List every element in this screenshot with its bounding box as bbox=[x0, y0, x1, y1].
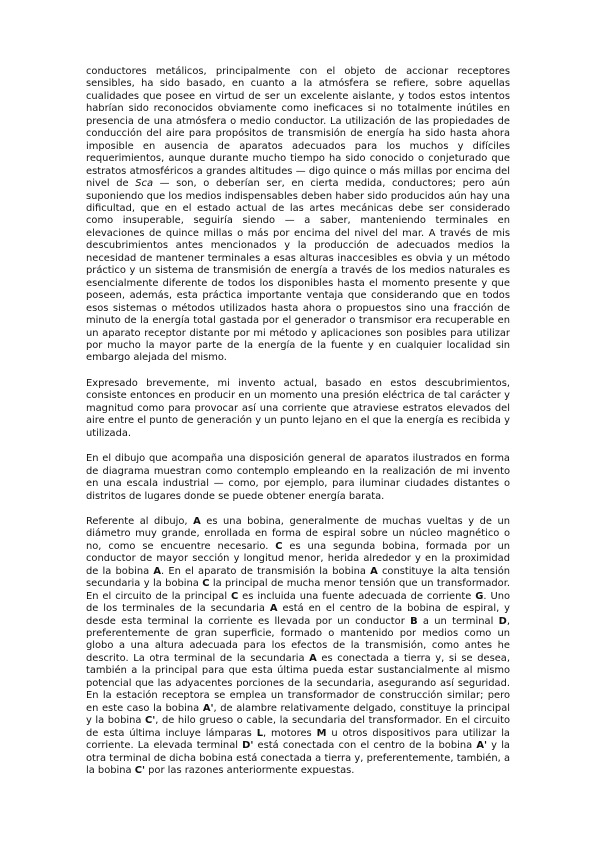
text-run: — son, o deberían ser, en cierta medida, conductores; pero aún suponiendo que los medios indispensables deben haber sido producidos aún hay una dificultad, que en el estado actual de las artes mecánicas debe ser considerado como insuperable, seguiría siendo — a saber, manteniendo terminales en elevaciones de quince millas o más por encima del nivel del mar. A través de mis descubrimientos antes mencionados y la producción de adecuados medios la necesidad de mantener terminales a esas alturas inaccesibles es obvia y un método práctico y un sistema de transmisión de energía a través de los medios naturales es esencialmente diferente de todos los disponibles hasta el momento presente y que poseen, además, esta práctica importante ventaja que considerando que en todos esos sistemas o métodos utilizados hasta ahora o propuestos sino una fracción de minuto de la energía total gastada por el generador o transmisor era recuperable en un aparato receptor distante por mi método y aplicaciones son posibles para utilizar por mucho la mayor parte de la energía de la fuente y en cualquier localidad sin embargo alejada del mismo. bbox=[86, 178, 510, 364]
text-run: . Uno de los terminales de la secundaria bbox=[86, 590, 510, 615]
bold-label: L bbox=[256, 727, 263, 739]
bold-label: C bbox=[275, 540, 283, 552]
bold-label: A' bbox=[202, 702, 214, 714]
bold-label: A bbox=[193, 515, 201, 527]
bold-label: D' bbox=[242, 740, 254, 752]
text-run: es una bobina, generalmente de muchas vueltas y de un diámetro muy grande, enrollada en forma de espiral sobre un núcleo magnético o no, como se encuentre necesario. bbox=[86, 515, 511, 552]
text-run: es incluida una fuente adecuada de corriente bbox=[238, 590, 476, 602]
document-page bbox=[86, 66, 510, 790]
text-run: es conectada a tierra y, si se desea, también a la principal para que esta última pueda estar sustancialmente al mismo potencial que las adyacentes porciones de la secundaria, asegurando así seguridad. En la estación receptora se emplea un transformador de construcción similar; pero en este caso la bobina bbox=[86, 652, 510, 714]
bold-label: A bbox=[269, 603, 278, 615]
text-run: En el dibujo que acompaña una disposición general de aparatos ilustrados en forma de diagrama muestran como contemplo empleando en la realización de mi invento en una escala industrial — como, por ejemplo, para iluminar ciudades distantes o distritos de lugares donde se puede obtener energía barata. bbox=[86, 453, 510, 502]
body-paragraph bbox=[86, 453, 510, 503]
text-run: u otros dispositivos para utilizar la corriente. La elevada terminal bbox=[86, 727, 510, 752]
text-run: Expresado brevemente, mi invento actual, basado en estos descubrimientos, consiste entonces en producir en un momento una presión eléctrica de tal carácter y magnitud como para provocar así una corriente que atraviese estratos elevados del aire entre el punto de generación y un punto lejano en el que la energía es recibida y utilizada. bbox=[86, 377, 510, 439]
body-paragraph bbox=[86, 516, 510, 778]
bold-label: M bbox=[316, 727, 327, 739]
text-run: conductores metálicos, principalmente con el objeto de accionar receptores sensibles, ha sido basado, en cuanto a la atmósfera se refiere, sobre aquellas cualidades que posee en virtud de ser un excelente aislante, y todos estos intentos habrían sido reconocidos obviamente como ineficaces si no totalmente inútiles en presencia de una atmósfera o medio conductor. La utilización de las propiedades de conducción del aire para propósitos de transmisión de energía ha sido hasta ahora imposible en ausencia de aparatos adecuados para los muchos y difíciles requerimientos, aunque durante mucho tiempo ha sido conocido o conjeturado que estratos atmosféricos a grandes altitudes — digo quince o más millas por encima del nivel de bbox=[86, 66, 510, 190]
bold-label: D bbox=[498, 615, 507, 627]
text-run: , de hilo grueso o cable, la secundaria del transformador. En el circuito de esta última incluye lámparas bbox=[86, 715, 510, 739]
text-run: está en el centro de la bobina de espiral, y desde esta terminal la corriente es llevada por un conductor bbox=[86, 603, 511, 627]
bold-label: C bbox=[231, 590, 239, 602]
text-run: , de alambre relativamente delgado, constituye la principal y la bobina bbox=[86, 702, 510, 727]
text-run: constituye la alta tensión secundaria y la bobina bbox=[86, 565, 510, 590]
body-paragraph bbox=[86, 66, 510, 365]
text-run: está conectada con el centro de la bobina bbox=[253, 740, 477, 752]
bold-label: A bbox=[370, 565, 378, 577]
bold-label: C' bbox=[134, 765, 145, 777]
text-run: la principal de mucha menor tensión que un transformador. En el circuito de la principal bbox=[86, 578, 510, 602]
bold-label: C' bbox=[145, 715, 156, 727]
bold-label: C bbox=[202, 578, 210, 590]
text-run: es una segunda bobina, formada por un conductor de mayor sección y longitud menor, herida alrededor y en la proximidad de la bobina bbox=[86, 540, 510, 577]
text-run: , motores bbox=[262, 727, 317, 739]
text-run: y la otra terminal de dicha bobina está conectada a tierra y, preferentemente, también, a la bobina bbox=[86, 740, 510, 777]
text-run: , preferentemente de gran superficie, formado o mantenido por medios como un globo a una altura adecuada para los efectos de la transmisión, como antes he descrito. La otra terminal de la secundaria bbox=[86, 615, 510, 664]
bold-label: A' bbox=[476, 740, 488, 752]
text-run: a un terminal bbox=[417, 615, 499, 627]
text-run: . En el aparato de transmisión la bobina bbox=[161, 565, 371, 577]
italic-text: Sca bbox=[135, 178, 153, 190]
text-run: Referente al dibujo, bbox=[86, 515, 194, 527]
body-paragraph bbox=[86, 378, 510, 440]
bold-label: A bbox=[153, 565, 162, 577]
bold-label: B bbox=[410, 615, 418, 627]
bold-label: G bbox=[475, 590, 484, 602]
bold-label: A bbox=[309, 652, 317, 664]
text-run: por las razones anteriormente expuestas. bbox=[145, 765, 355, 777]
